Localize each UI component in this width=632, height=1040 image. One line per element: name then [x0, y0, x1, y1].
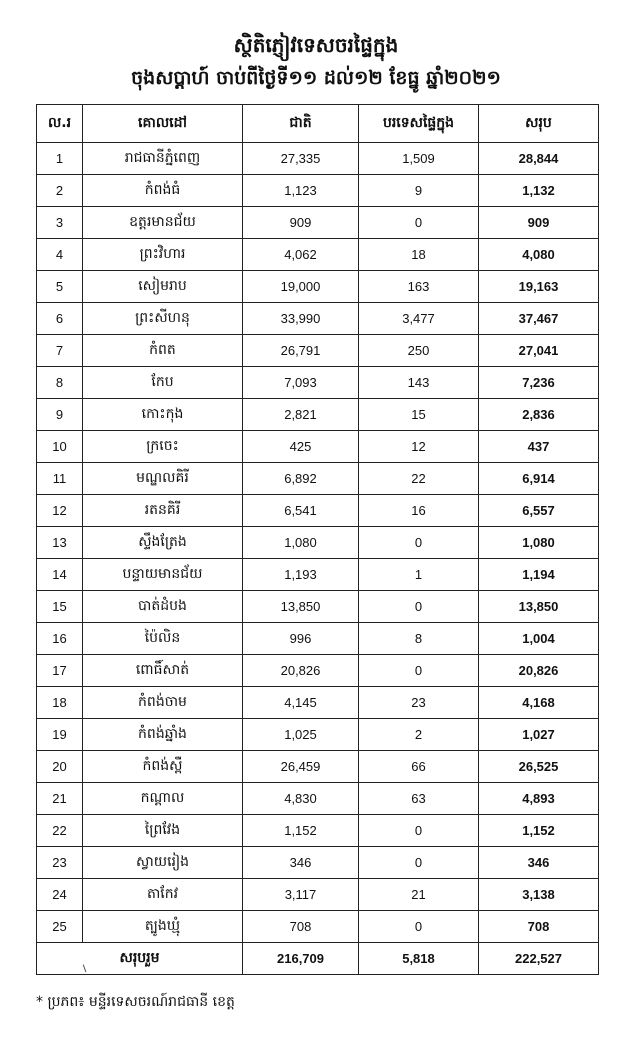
header-destination: គោលដៅ — [83, 105, 243, 143]
destination-name: កែប — [83, 367, 243, 399]
destination-name: កំពត — [83, 335, 243, 367]
row-number: 11 — [37, 463, 83, 495]
foreign-resident-count: 0 — [359, 655, 479, 687]
foreign-resident-count: 250 — [359, 335, 479, 367]
row-number: 15 — [37, 591, 83, 623]
table-row — [37, 335, 599, 367]
grand-total-sum: 222,527 — [479, 943, 599, 975]
destination-name: កំពង់ធំ — [83, 175, 243, 207]
national-count: 1,123 — [243, 175, 359, 207]
tourist-statistics-table — [36, 104, 599, 975]
national-count: 425 — [243, 431, 359, 463]
destination-name: ស្ទឹងត្រែង — [83, 527, 243, 559]
row-number: 4 — [37, 239, 83, 271]
table-row — [37, 911, 599, 943]
table-row — [37, 143, 599, 175]
national-count: 13,850 — [243, 591, 359, 623]
national-count: 7,093 — [243, 367, 359, 399]
foreign-resident-count: 0 — [359, 911, 479, 943]
destination-name: រាជធានីភ្នំពេញ — [83, 143, 243, 175]
total-count: 37,467 — [479, 303, 599, 335]
national-count: 6,541 — [243, 495, 359, 527]
table-body — [37, 143, 599, 943]
total-count: 2,836 — [479, 399, 599, 431]
table-row — [37, 591, 599, 623]
destination-name: តាកែវ — [83, 879, 243, 911]
table-row — [37, 879, 599, 911]
destination-name: បាត់ដំបង — [83, 591, 243, 623]
destination-name: រតនគិរី — [83, 495, 243, 527]
total-count: 1,027 — [479, 719, 599, 751]
foreign-resident-count: 22 — [359, 463, 479, 495]
table-row — [37, 719, 599, 751]
total-count: 13,850 — [479, 591, 599, 623]
row-number: 9 — [37, 399, 83, 431]
grand-total-row — [37, 943, 599, 975]
national-count: 27,335 — [243, 143, 359, 175]
row-number: 8 — [37, 367, 83, 399]
total-count: 7,236 — [479, 367, 599, 399]
row-number: 14 — [37, 559, 83, 591]
total-count: 1,152 — [479, 815, 599, 847]
total-count: 26,525 — [479, 751, 599, 783]
table-row — [37, 367, 599, 399]
foreign-resident-count: 3,477 — [359, 303, 479, 335]
national-count: 1,193 — [243, 559, 359, 591]
foreign-resident-count: 8 — [359, 623, 479, 655]
report-title: ស្ថិតិភ្ញៀវទេសចរផ្ទៃក្នុង — [233, 33, 399, 57]
total-count: 28,844 — [479, 143, 599, 175]
foreign-resident-count: 0 — [359, 815, 479, 847]
table-row — [37, 815, 599, 847]
national-count: 26,791 — [243, 335, 359, 367]
national-count: 996 — [243, 623, 359, 655]
row-number: 21 — [37, 783, 83, 815]
row-number: 24 — [37, 879, 83, 911]
row-number: 17 — [37, 655, 83, 687]
destination-name: បន្ទាយមានជ័យ — [83, 559, 243, 591]
header-total: សរុប — [479, 105, 599, 143]
foreign-resident-count: 143 — [359, 367, 479, 399]
total-count: 708 — [479, 911, 599, 943]
foreign-resident-count: 18 — [359, 239, 479, 271]
row-number: 19 — [37, 719, 83, 751]
foreign-resident-count: 12 — [359, 431, 479, 463]
row-number: 10 — [37, 431, 83, 463]
foreign-resident-count: 21 — [359, 879, 479, 911]
table-row — [37, 431, 599, 463]
total-count: 6,557 — [479, 495, 599, 527]
national-count: 26,459 — [243, 751, 359, 783]
foreign-resident-count: 63 — [359, 783, 479, 815]
source-note: * ប្រភព៖ មន្ទីរទេសចរណ៍រាជធានី ខេត្ត — [36, 994, 235, 1010]
table-row — [37, 495, 599, 527]
foreign-resident-count: 0 — [359, 591, 479, 623]
destination-name: កំពង់ឆ្នាំង — [83, 719, 243, 751]
national-count: 19,000 — [243, 271, 359, 303]
total-count: 1,004 — [479, 623, 599, 655]
row-number: 25 — [37, 911, 83, 943]
total-count: 20,826 — [479, 655, 599, 687]
total-count: 6,914 — [479, 463, 599, 495]
total-count: 27,041 — [479, 335, 599, 367]
national-count: 6,892 — [243, 463, 359, 495]
foreign-resident-count: 66 — [359, 751, 479, 783]
national-count: 4,062 — [243, 239, 359, 271]
destination-name: ឧត្តរមានជ័យ — [83, 207, 243, 239]
table-row — [37, 783, 599, 815]
grand-total-foreign: 5,818 — [359, 943, 479, 975]
row-number: 7 — [37, 335, 83, 367]
destination-name: ព្រះវិហារ — [83, 239, 243, 271]
national-count: 3,117 — [243, 879, 359, 911]
header-national: ជាតិ — [243, 105, 359, 143]
table-row — [37, 207, 599, 239]
destination-name: មណ្ឌលគិរី — [83, 463, 243, 495]
total-count: 909 — [479, 207, 599, 239]
total-count: 346 — [479, 847, 599, 879]
national-count: 708 — [243, 911, 359, 943]
destination-name: ស្វាយរៀង — [83, 847, 243, 879]
foreign-resident-count: 0 — [359, 207, 479, 239]
total-count: 4,893 — [479, 783, 599, 815]
destination-name: កោះកុង — [83, 399, 243, 431]
destination-name: សៀមរាប — [83, 271, 243, 303]
row-number: 3 — [37, 207, 83, 239]
row-number: 18 — [37, 687, 83, 719]
table-row — [37, 175, 599, 207]
header-foreign-resident: បរទេសផ្ទៃក្នុង — [359, 105, 479, 143]
table-row — [37, 847, 599, 879]
national-count: 1,080 — [243, 527, 359, 559]
table-row — [37, 239, 599, 271]
header-row — [37, 105, 599, 143]
national-count: 1,152 — [243, 815, 359, 847]
table-row — [37, 399, 599, 431]
foreign-resident-count: 0 — [359, 527, 479, 559]
national-count: 1,025 — [243, 719, 359, 751]
row-number: 5 — [37, 271, 83, 303]
foreign-resident-count: 9 — [359, 175, 479, 207]
destination-name: ពោធិ៍សាត់ — [83, 655, 243, 687]
national-count: 20,826 — [243, 655, 359, 687]
table-row — [37, 655, 599, 687]
total-count: 1,194 — [479, 559, 599, 591]
destination-name: ប៉ៃលិន — [83, 623, 243, 655]
destination-name: ព្រះសីហនុ — [83, 303, 243, 335]
foreign-resident-count: 15 — [359, 399, 479, 431]
table-row — [37, 687, 599, 719]
total-count: 1,132 — [479, 175, 599, 207]
table-row — [37, 463, 599, 495]
row-number: 23 — [37, 847, 83, 879]
total-count: 1,080 — [479, 527, 599, 559]
destination-name: ត្បូងឃ្មុំ — [83, 911, 243, 943]
table-row — [37, 623, 599, 655]
foreign-resident-count: 23 — [359, 687, 479, 719]
national-count: 4,830 — [243, 783, 359, 815]
table-row — [37, 303, 599, 335]
table-row — [37, 527, 599, 559]
row-number: 22 — [37, 815, 83, 847]
destination-name: កំពង់ចាម — [83, 687, 243, 719]
foreign-resident-count: 2 — [359, 719, 479, 751]
foreign-resident-count: 1 — [359, 559, 479, 591]
national-count: 33,990 — [243, 303, 359, 335]
destination-name: ក្រចេះ — [83, 431, 243, 463]
foreign-resident-count: 16 — [359, 495, 479, 527]
header-no: ល.រ — [37, 105, 83, 143]
report-subtitle: ចុងសប្តាហ៍ ចាប់ពីថ្ងៃទី១១ ដល់១២ ខែធ្នូ ឆ្នាំ២០២១ — [131, 67, 501, 89]
total-count: 3,138 — [479, 879, 599, 911]
row-number: 20 — [37, 751, 83, 783]
destination-name: កណ្ដាល — [83, 783, 243, 815]
row-number: 2 — [37, 175, 83, 207]
row-number: 13 — [37, 527, 83, 559]
destination-name: កំពង់ស្ពឺ — [83, 751, 243, 783]
row-number: 6 — [37, 303, 83, 335]
table-row — [37, 751, 599, 783]
table-row — [37, 271, 599, 303]
national-count: 346 — [243, 847, 359, 879]
row-number: 1 — [37, 143, 83, 175]
destination-name: ព្រៃវែង — [83, 815, 243, 847]
grand-total-label: សរុបរួម — [37, 943, 243, 975]
total-count: 4,168 — [479, 687, 599, 719]
foreign-resident-count: 163 — [359, 271, 479, 303]
national-count: 4,145 — [243, 687, 359, 719]
foreign-resident-count: 0 — [359, 847, 479, 879]
table-row — [37, 559, 599, 591]
total-count: 19,163 — [479, 271, 599, 303]
national-count: 909 — [243, 207, 359, 239]
total-count: 4,080 — [479, 239, 599, 271]
foreign-resident-count: 1,509 — [359, 143, 479, 175]
grand-total-national: 216,709 — [243, 943, 359, 975]
row-number: 16 — [37, 623, 83, 655]
national-count: 2,821 — [243, 399, 359, 431]
total-count: 437 — [479, 431, 599, 463]
row-number: 12 — [37, 495, 83, 527]
